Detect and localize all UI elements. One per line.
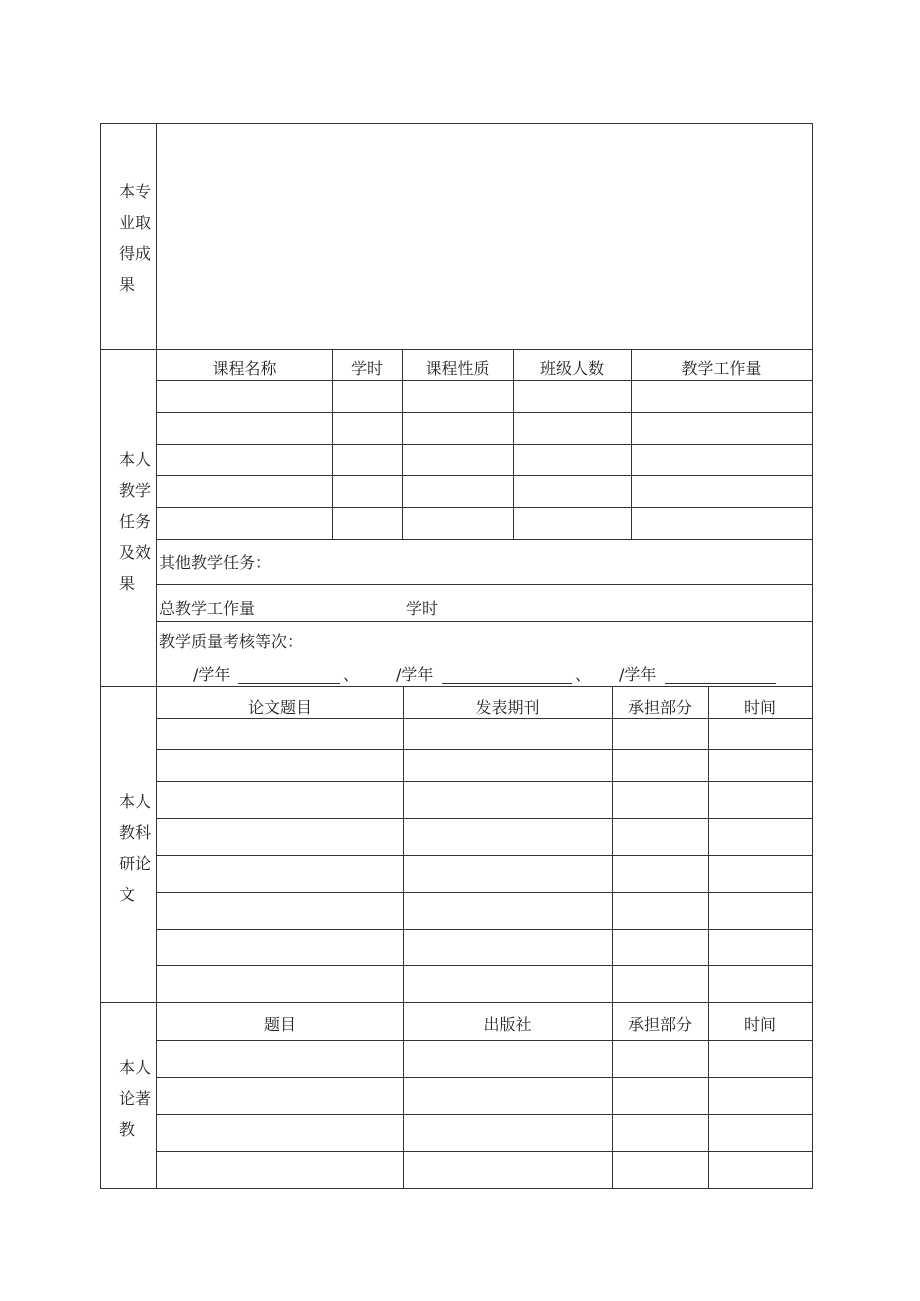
section-divider [101,349,812,350]
teaching-row-line [157,444,812,445]
total-workload-unit: 学时 [406,599,439,618]
teaching-row-line [157,412,812,413]
year-label-2: /学年 [396,665,434,684]
col-header-book-title: 题目 [263,1015,296,1034]
books-row-line [157,1151,812,1152]
year-blank-2 [442,683,572,684]
teaching-row-line [157,621,812,622]
books-col-line [708,1002,709,1188]
papers-row-line [157,781,812,782]
year-label-3: /学年 [619,665,657,684]
papers-row-line [157,818,812,819]
papers-row-line [157,855,812,856]
teaching-col-line [513,349,514,539]
col-header-course-name: 课程名称 [212,359,277,378]
books-row-line [157,1077,812,1078]
papers-col-line [612,686,613,1002]
col-header-publisher: 出版社 [483,1015,532,1034]
evaluation-form-table [100,123,813,1189]
books-col-line [403,1002,404,1188]
year-blank-3 [665,683,776,684]
papers-col-line [403,686,404,1002]
total-workload-label: 总教学工作量 [159,599,256,618]
col-header-book-responsibility: 承担部分 [627,1015,692,1034]
col-header-course-type: 课程性质 [425,359,490,378]
papers-label: 本人教科研论文 [119,792,152,904]
teaching-row-line [157,475,812,476]
year-label-1: /学年 [193,665,231,684]
achievements-content-area[interactable] [157,124,812,349]
year-blank-1 [238,683,340,684]
col-header-hours: 学时 [350,359,383,378]
papers-row-line [157,892,812,893]
papers-row-line [157,965,812,966]
teaching-row-line [157,539,812,540]
teaching-label: 本人教学任务及效果 [119,450,152,593]
teaching-col-line [402,349,403,539]
teaching-row-line [157,380,812,381]
achievements-label: 本专业取得成果 [119,182,152,294]
books-col-line [612,1002,613,1188]
col-header-class-size: 班级人数 [539,359,604,378]
papers-row-line [157,749,812,750]
teaching-col-line [332,349,333,539]
col-header-journal: 发表期刊 [475,698,540,717]
papers-row-line [157,929,812,930]
col-header-date: 时间 [743,698,776,717]
quality-assessment-label: 教学质量考核等次： [159,632,304,651]
teaching-col-line [631,349,632,539]
books-row-line [157,1040,812,1041]
papers-col-line [708,686,709,1002]
col-header-responsibility: 承担部分 [627,698,692,717]
books-label: 本人论著教 [119,1058,152,1139]
teaching-row-line [157,584,812,585]
other-teaching-tasks-label: 其他教学任务： [159,553,272,572]
teaching-row-line [157,507,812,508]
section-divider [101,1002,812,1003]
books-row-line [157,1114,812,1115]
col-header-paper-title: 论文题目 [247,698,312,717]
year-separator-2: 、 [575,665,592,684]
col-header-workload: 教学工作量 [681,359,762,378]
papers-row-line [157,718,812,719]
col-header-book-date: 时间 [743,1015,776,1034]
year-separator-1: 、 [343,665,360,684]
